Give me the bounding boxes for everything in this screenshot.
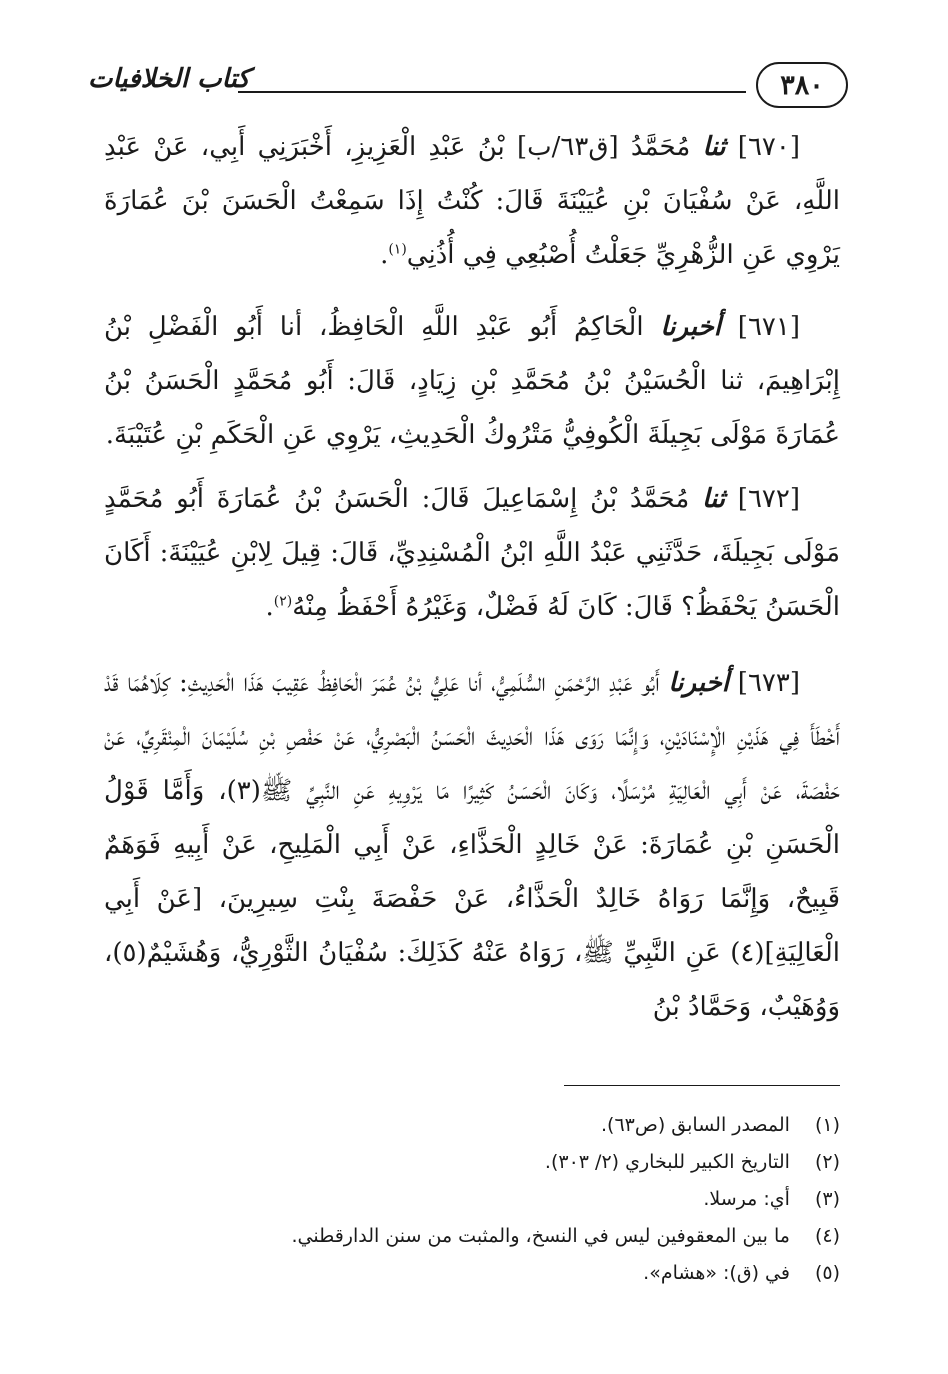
hadith-lead: ثنا (702, 132, 726, 162)
footnote-item (104, 1182, 840, 1216)
footnote-ref: (١) (388, 241, 407, 258)
footnote-text: في (ق): «هشام». (643, 1262, 790, 1284)
paragraph-672 (104, 472, 840, 634)
paragraph-671 (104, 300, 840, 462)
footnote-mark: (٣) (814, 1188, 840, 1210)
footnote-mark: (٤) (814, 1225, 840, 1247)
footnotes (104, 1108, 840, 1293)
footnote-text: ما بين المعقوفين ليس في النسخ، والمثبت من سنن الدارقطني. (291, 1225, 790, 1247)
hadith-text: مُحَمَّدُ [ق٦٣/ب] بْنُ عَبْدِ الْعَزِيزِ، أَخْبَرَنِي أَبِي، عَنْ عَبْدِ اللَّهِ، عَنْ سُفْيَانَ بْنِ عُيَيْنَةَ قَالَ: كُنْتُ إِذَا سَمِعْتُ الْحَسَنَ بْنَ عُمَارَةَ يَرْوِي عَنِ الزُّهْرِيِّ جَعَلْتُ أُصْبُعِي فِي أُذُنِي (104, 132, 840, 270)
hadith-text: الْحَاكِمُ أَبُو عَبْدِ اللَّهِ الْحَافِظُ، أنا أَبُو الْفَضْلِ بْنُ إِبْرَاهِيمَ، ثنا الْحُسَيْنُ بْنُ مُحَمَّدِ بْنِ زِيَادٍ، قَالَ: أَبُو مُحَمَّدٍ الْحَسَنُ بْنُ عُمَارَةَ مَوْلَى بَجِيلَةَ الْكُوفِيُّ مَتْرُوكُ الْحَدِيثِ، يَرْوِي عَنِ الْحَكَمِ بْنِ عُتَيْبَةَ. (104, 312, 840, 450)
hadith-number: [٦٧١] (737, 312, 800, 342)
footnote-ref: (٢) (273, 593, 293, 610)
footnote-text: التاريخ الكبير للبخاري (٢/ ٣٠٣). (544, 1151, 790, 1173)
footnote-item (104, 1145, 840, 1179)
paragraph-673 (104, 656, 840, 1034)
footnote-mark: (٥) (814, 1262, 840, 1284)
hadith-lead: أخبرنا (660, 312, 721, 342)
footnote-item (104, 1108, 840, 1142)
page-number: ٣٨٠ (780, 69, 824, 101)
hadith-number: [٦٧٠] (737, 132, 800, 162)
paragraph-670 (104, 120, 840, 282)
page-header (88, 60, 848, 120)
page-number-badge (756, 62, 848, 108)
hadith-text: أَبُو عَبْدِ الرَّحْمَنِ السُّلَمِيُّ، أنا عَلِيُّ بْنُ عُمَرَ الْحَافِظُ عَقِيبَ هَذَا الْحَدِيثِ: كِلَاهُمَا قَدْ أَخْطَأَ فِي هَذَيْنِ الْإِسْنَادَيْنِ، وَإِنَّمَا رَوَى هَذَا الْحَدِيثَ الْحَسَنُ الْبَصْرِيُّ، عَنْ حَفْصِ بْنِ سُلَيْمَانَ الْمِنْقَرِيِّ، عَنْ حَفْصَةَ، عَنْ أَبِي الْعَالِيَةِ مُرْسَلًا، وَكَانَ الْحَسَنُ كَثِيرًا مَا يَرْوِيهِ عَنِ النَّبِيِّ ﷺ(٣)، وَأَمَّا قَوْلُ الْحَسَنِ بْنِ عُمَارَةَ: عَنْ خَالِدٍ الْحَذَّاءِ، عَنْ أَبِي الْمَلِيحِ، عَنْ أَبِيهِ فَوَهَمٌ قَبِيحٌ، وَإِنَّمَا رَوَاهُ خَالِدٌ الْحَذَّاءُ، عَنْ حَفْصَةَ بِنْتِ سِيرِينَ، [عَنْ أَبِي الْعَالِيَةِ](٤) عَنِ النَّبِيِّ ﷺ، رَوَاهُ عَنْهُ كَذَلِكَ: سُفْيَانُ الثَّوْرِيُّ، وَهُشَيْمٌ(٥)، وَوُهَيْبٌ، وَحَمَّادُ بْنُ (104, 668, 841, 1022)
hadith-number: [٦٧٢] (737, 484, 800, 514)
hadith-lead: أخبرنا (668, 668, 730, 698)
footnote-mark: (٢) (814, 1151, 840, 1173)
header-rule (238, 91, 746, 93)
main-text (104, 120, 840, 1054)
footnote-item (104, 1256, 840, 1290)
hadith-text: مُحَمَّدُ بْنُ إِسْمَاعِيلَ قَالَ: الْحَسَنُ بْنُ عُمَارَةَ أَبُو مُحَمَّدٍ مَوْلَى بَجِيلَةَ، حَدَّثَنِي عَبْدُ اللَّهِ ابْنُ الْمُسْنِدِيِّ، قَالَ: قِيلَ لِابْنِ عُيَيْنَةَ: أَكَانَ الْحَسَنُ يَحْفَظُ؟ قَالَ: كَانَ لَهُ فَضْلٌ، وَغَيْرُهُ أَحْفَظُ مِنْهُ (104, 484, 840, 622)
hadith-lead: ثنا (702, 484, 726, 514)
book-title: كتاب الخلافيات (88, 64, 250, 94)
footnote-mark: (١) (814, 1114, 840, 1136)
hadith-tail: . (265, 592, 274, 622)
footnote-text: المصدر السابق (ص٦٣). (600, 1114, 790, 1136)
hadith-number: [٦٧٣] (737, 668, 801, 698)
footnote-text: أي: مرسلا. (703, 1188, 790, 1210)
hadith-tail: . (380, 240, 389, 270)
footnote-item (104, 1219, 840, 1253)
footnote-rule (564, 1085, 840, 1086)
